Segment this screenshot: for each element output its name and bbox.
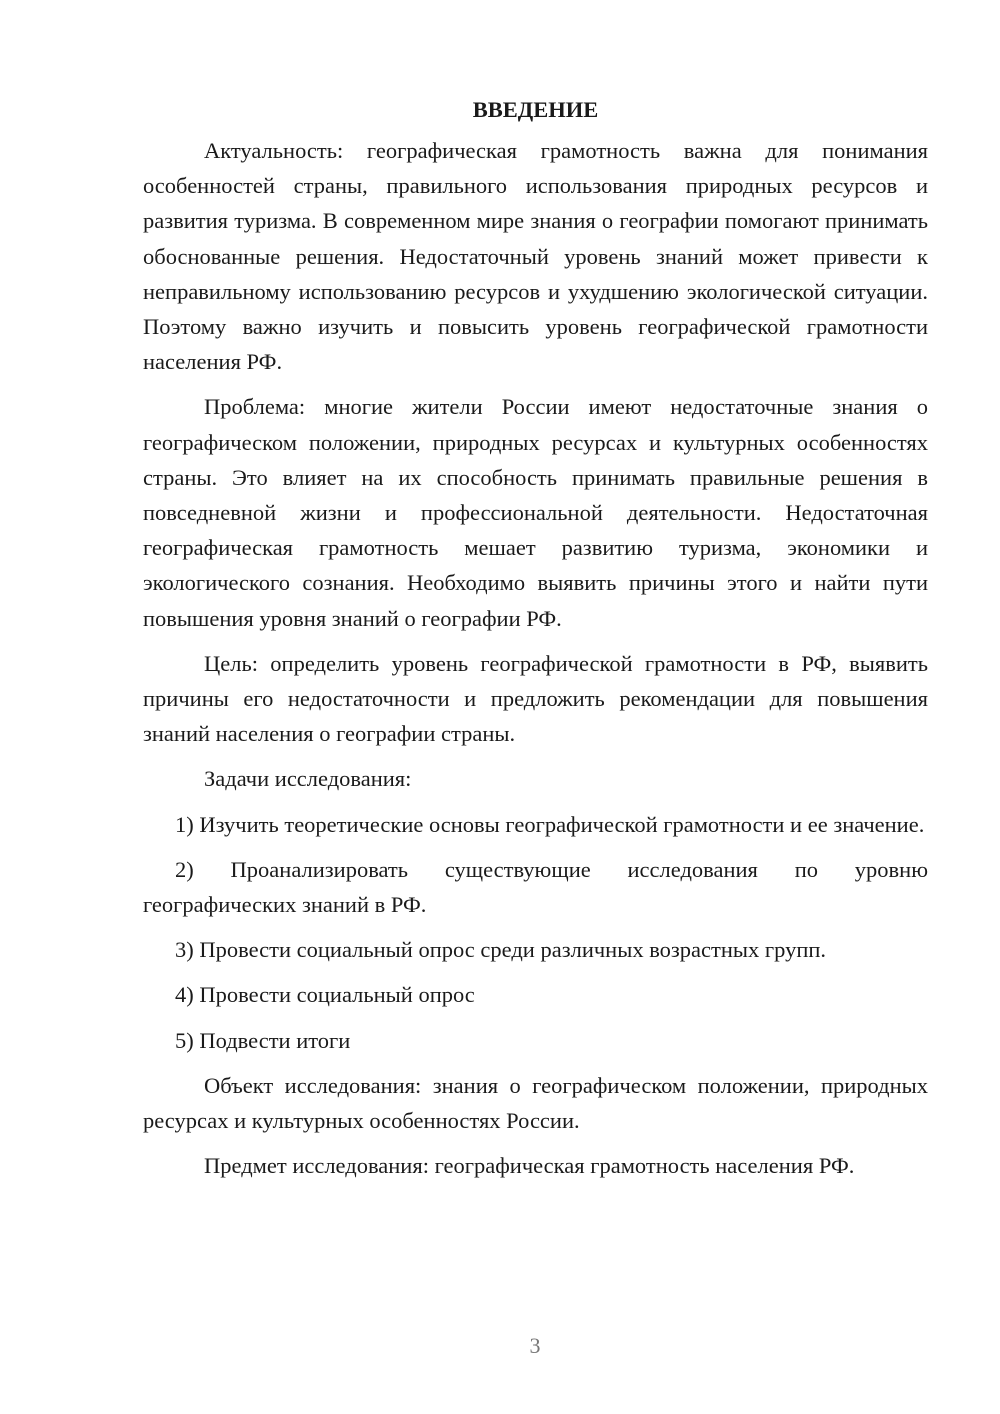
- paragraph-goal: Цель: определить уровень географической грамотности в РФ, выявить причины его недостаточности и предложить рекомендации для повышения знаний населения о географии страны.: [143, 650, 928, 747]
- paragraph-object: Объект исследования: знания о географическом положении, природных ресурсах и культурных особенностях России.: [143, 1072, 928, 1134]
- page-number: 3: [529, 1333, 541, 1358]
- document-page: [143, 92, 928, 1183]
- paragraph-relevance: Актуальность: географическая грамотность важна для понимания особенностей страны, правильного использования природных ресурсов и развития туризма. В современном мире знания о географии помогают принимать обоснованные решения. Недостаточный уровень знаний может привести к неправильному использованию ресурсов и ухудшению экологической ситуации. Поэтому важно изучить и повысить уровень географической грамотности населения РФ.: [143, 138, 928, 375]
- task-item-3: 3) Провести социальный опрос среди различных возрастных групп.: [175, 937, 827, 963]
- paragraph-problem: Проблема: многие жители России имеют недостаточные знания о географическом положении, природных ресурсах и культурных особенностях страны. Это влияет на их способность принимать правильные решения в повседневной жизни и профессиональной деятельности. Недостаточная географическая грамотность мешает развитию туризма, экономики и экологического сознания. Необходимо выявить причины этого и найти пути повышения уровня знаний о географии РФ.: [143, 394, 928, 631]
- task-item-5: 5) Подвести итоги: [175, 1027, 351, 1053]
- section-title: ВВЕДЕНИЕ: [472, 97, 599, 122]
- paragraph-subject: Предмет исследования: географическая грамотность населения РФ.: [204, 1153, 855, 1179]
- task-item-4: 4) Провести социальный опрос: [175, 982, 475, 1008]
- tasks-heading: Задачи исследования:: [204, 766, 412, 792]
- task-item-2: 2) Проанализировать существующие исследования по уровню географических знаний в РФ.: [143, 856, 928, 918]
- task-item-1: 1) Изучить теоретические основы географической грамотности и ее значение.: [175, 811, 925, 837]
